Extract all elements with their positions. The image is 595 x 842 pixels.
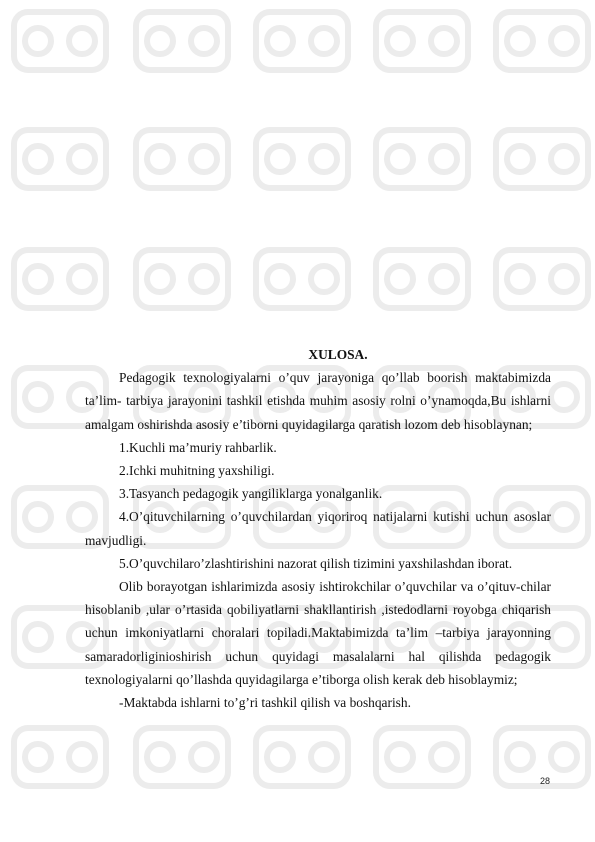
doxcom-watermark-logo xyxy=(370,244,474,314)
doxcom-watermark-logo xyxy=(370,124,474,194)
doxcom-watermark-logo xyxy=(8,6,112,76)
doxcom-watermark-logo xyxy=(250,722,354,792)
doxcom-watermark-logo xyxy=(490,124,594,194)
list-item: 3.Tasyanch pedagogik yangiliklarga yonalganlik. xyxy=(119,486,383,502)
document-body xyxy=(85,343,551,714)
doxcom-watermark-logo xyxy=(490,244,594,314)
doxcom-watermark-logo xyxy=(250,244,354,314)
doxcom-watermark-logo xyxy=(130,244,234,314)
list-item: 4.O’qituvchilarning o’quvchilardan yiqoriroq natijalarni kutishi uchun asoslar mavjudligi. xyxy=(85,509,551,548)
list-item: 2.Ichki muhitning yaxshiligi. xyxy=(119,463,275,479)
doxcom-watermark-logo xyxy=(250,124,354,194)
list-item: 5.O’quvchilaro’zlashtirishini nazorat qilish tizimini yaxshilashdan iborat. xyxy=(119,555,513,571)
doxcom-watermark-logo xyxy=(8,244,112,314)
doxcom-watermark-logo xyxy=(370,6,474,76)
page-number: 28 xyxy=(540,776,551,786)
list-item: -Maktabda ishlarni to’g’ri tashkil qilish va boshqarish. xyxy=(119,695,411,711)
doxcom-watermark-logo xyxy=(250,6,354,76)
doxcom-watermark-logo xyxy=(130,6,234,76)
section-title: XULOSA. xyxy=(308,347,368,362)
doxcom-watermark-logo xyxy=(370,722,474,792)
list-item: 1.Kuchli ma’muriy rahbarlik. xyxy=(119,439,277,455)
intro-paragraph: Pedagogik texnologiyalarni o’quv jarayoniga qo’llab boorish maktabimizda ta’lim- tarbiya jarayonini tashkil etishda muhim asosiy rolni o’ynamoqda,Bu ishlarni amalgam oshirishda asosiy e’tiborni quyidagilarga qaratish lozom deb hisoblaynan; xyxy=(85,370,551,432)
doxcom-watermark-logo xyxy=(130,722,234,792)
doxcom-watermark-logo xyxy=(8,124,112,194)
body-paragraph: Olib borayotgan ishlarimizda asosiy ishtirokchilar o’quvchilar va o’qituv-chilar hisoblanib ,ular o’rtasida qobiliyatlarni shakllantirish ,istedodlarni royobga chiqarish uchun imkoniyatlarni choralari topiladi.Maktabimizda ta’lim –tarbiya jarayonning samaradorliginioshirish uchun quyidagi masalalarni hal qilishda pedagogik texnologiyalarni qo’llashda quyidagilarga e’tiborga olish kerak deb hisoblaymiz; xyxy=(85,579,551,687)
doxcom-watermark-logo xyxy=(8,722,112,792)
doxcom-watermark-logo xyxy=(490,6,594,76)
doxcom-watermark-logo xyxy=(130,124,234,194)
